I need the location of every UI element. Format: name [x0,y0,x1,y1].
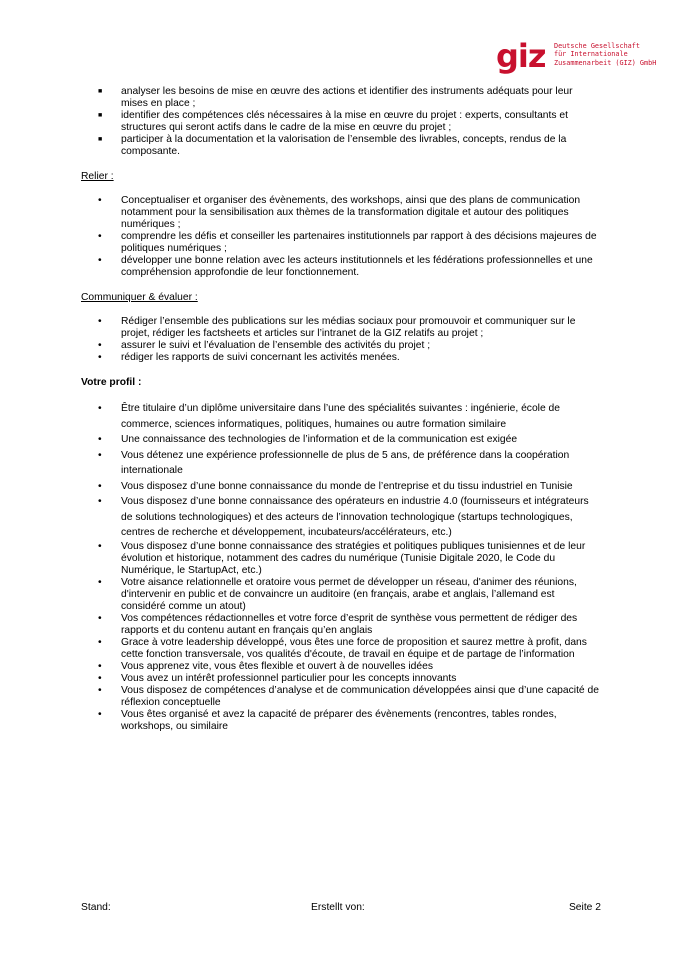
bullet-icon: • [98,672,102,684]
list-item: • Grace à votre leadership développé, vous êtes une force de proposition et saurez mettre à profit, dans cette fonction transversale, vos qualités d'écoute, de travail en équipe et de partage de l’information [98,636,587,660]
logo-line: Zusammenarbeit (GIZ) GmbH [554,58,657,67]
list-item: • développer une bonne relation avec les acteurs institutionnels et les fédérations professionnelles et une compréhension approfondie de leur fonctionnement. [98,255,593,278]
bullet-icon: • [98,660,102,672]
list-item: • Vous disposez d’une bonne connaissance des opérateurs en industrie 4.0 (fournisseurs et intégrateurs de solutions technologiques) et des acteurs de l’innovation technologique (startups technologiques, centres de recherche et développement, incubateurs/accélérateurs, etc.) [98,496,589,538]
bullet-icon: • [98,403,102,414]
list-item: • Vous êtes organisé et avez la capacité de préparer des évènements (rencontres, tables rondes, workshops, ou similaire [98,708,557,732]
square-bullet-icon: ■ [98,112,103,119]
list-item: • comprendre les défis et conseiller les partenaires institutionnels par rapport à des décisions majeures de politiques numériques ; [98,231,597,254]
list-item: • Vous disposez de compétences d’analyse et de communication développées ainsi que d’une capacité de réflexion conceptuelle [98,684,599,708]
list-item: • Une connaissance des technologies de l’information et de la communication est exigée [81,432,601,448]
footer-stand: Stand: [81,902,111,913]
list-item: • Vous avez un intérêt professionnel particulier pour les concepts innovants [98,672,457,684]
list-item: • Vos compétences rédactionnelles et votre force d’esprit de synthèse vous permettent de rédiger des rapports et du contenu autant en français qu’en anglais [98,612,578,636]
bullet-icon: • [98,496,102,507]
communiquer-list [81,316,601,364]
giz-logo-mark: giz [496,37,546,75]
section-title-relier: Relier : [81,171,114,182]
profil-list [81,541,601,733]
list-item: • Vous apprenez vite, vous êtes flexible et ouvert à de nouvelles idées [98,660,433,672]
relier-list [81,195,601,279]
list-item: ■ analyser les besoins de mise en œuvre des actions et identifier des instruments adéquats pour leur mises en place ; [98,86,573,109]
list-item: • Votre aisance relationnelle et oratoire vous permet de développer un réseau, d'animer des réunions, d'intervenir en public et de convaincre un auditoire (en français, arabe et anglais, l’allemand est considéré comme un atout) [98,576,577,612]
list-item: • Vous détenez une expérience professionnelle de plus de 5 ans, de préférence dans la coopération internationale [98,449,570,476]
footer-erstellt-von: Erstellt von: [311,902,365,913]
bullet-icon: • [98,434,102,445]
logo-line: Deutsche Gesellschaft [554,42,640,50]
bullet-icon: • [98,352,102,363]
bullet-icon: • [98,480,102,492]
square-bullet-icon: ■ [98,136,103,143]
bullet-icon: • [98,576,102,588]
bullet-icon: • [98,255,102,266]
document-body [81,86,601,733]
list-item: • Être titulaire d’un diplôme universitaire dans l’une des spécialités suivantes : ingénierie, école de commerce, sciences informatiques, politiques, humaines ou autre formation similaire [98,403,561,430]
bullet-icon: • [98,449,102,461]
list-item: • rédiger les rapports de suivi concernant les activités menées. [98,352,400,363]
bullet-icon: • [98,340,102,351]
bullet-icon: • [98,708,102,720]
list-item: ■ participer à la documentation et la valorisation de l’ensemble des livrables, concepts, rendus de la composante. [98,134,567,157]
bullet-icon: • [98,316,102,327]
list-item: • Conceptualiser et organiser des évènements, des workshops, ainsi que des plans de communication notamment pour la sensibilisation aux thèmes de la transformation digitale et autour des politiques numériques ; [98,195,581,230]
bullet-icon: • [98,195,102,206]
logo-line: für Internationale [554,50,628,59]
section-title-profil: Votre profil : [81,377,142,388]
list-item: • Vous disposez d’une bonne connaissance des stratégies et politiques publiques tunisiennes et de leur évolution et historique, notamment des cadres du numérique (Tunisie Digitale 2020, le Code du Numérique, le StartupAct, etc.) [98,540,586,576]
bullet-icon: • [98,612,102,624]
intro-list [81,86,601,158]
list-item: • Rédiger l’ensemble des publications sur les médias sociaux pour promouvoir et communiquer sur le projet, rédiger les factsheets et articles sur l’intranet de la GIZ relatifs au projet ; [98,316,576,339]
section-title-communiquer: Communiquer & évaluer : [81,292,198,303]
list-item: • assurer le suivi et l’évaluation de l’ensemble des activités du projet ; [98,340,431,351]
profil-list-tall [81,401,601,541]
bullet-icon: • [98,231,102,242]
bullet-icon: • [98,540,102,552]
giz-logo-text [554,42,664,67]
bullet-icon: • [98,636,102,648]
square-bullet-icon: ■ [98,88,103,95]
bullet-icon: • [98,684,102,696]
list-item: ■ identifier des compétences clés nécessaires à la mise en œuvre du projet : experts, consultants et structures qui seront actifs dans le cadre de la mise en œuvre du projet ; [98,110,568,133]
list-item: • Vous disposez d’une bonne connaissance du monde de l’entreprise et du tissu industriel en Tunisie [81,479,601,495]
footer-page-number: Seite 2 [568,902,601,913]
